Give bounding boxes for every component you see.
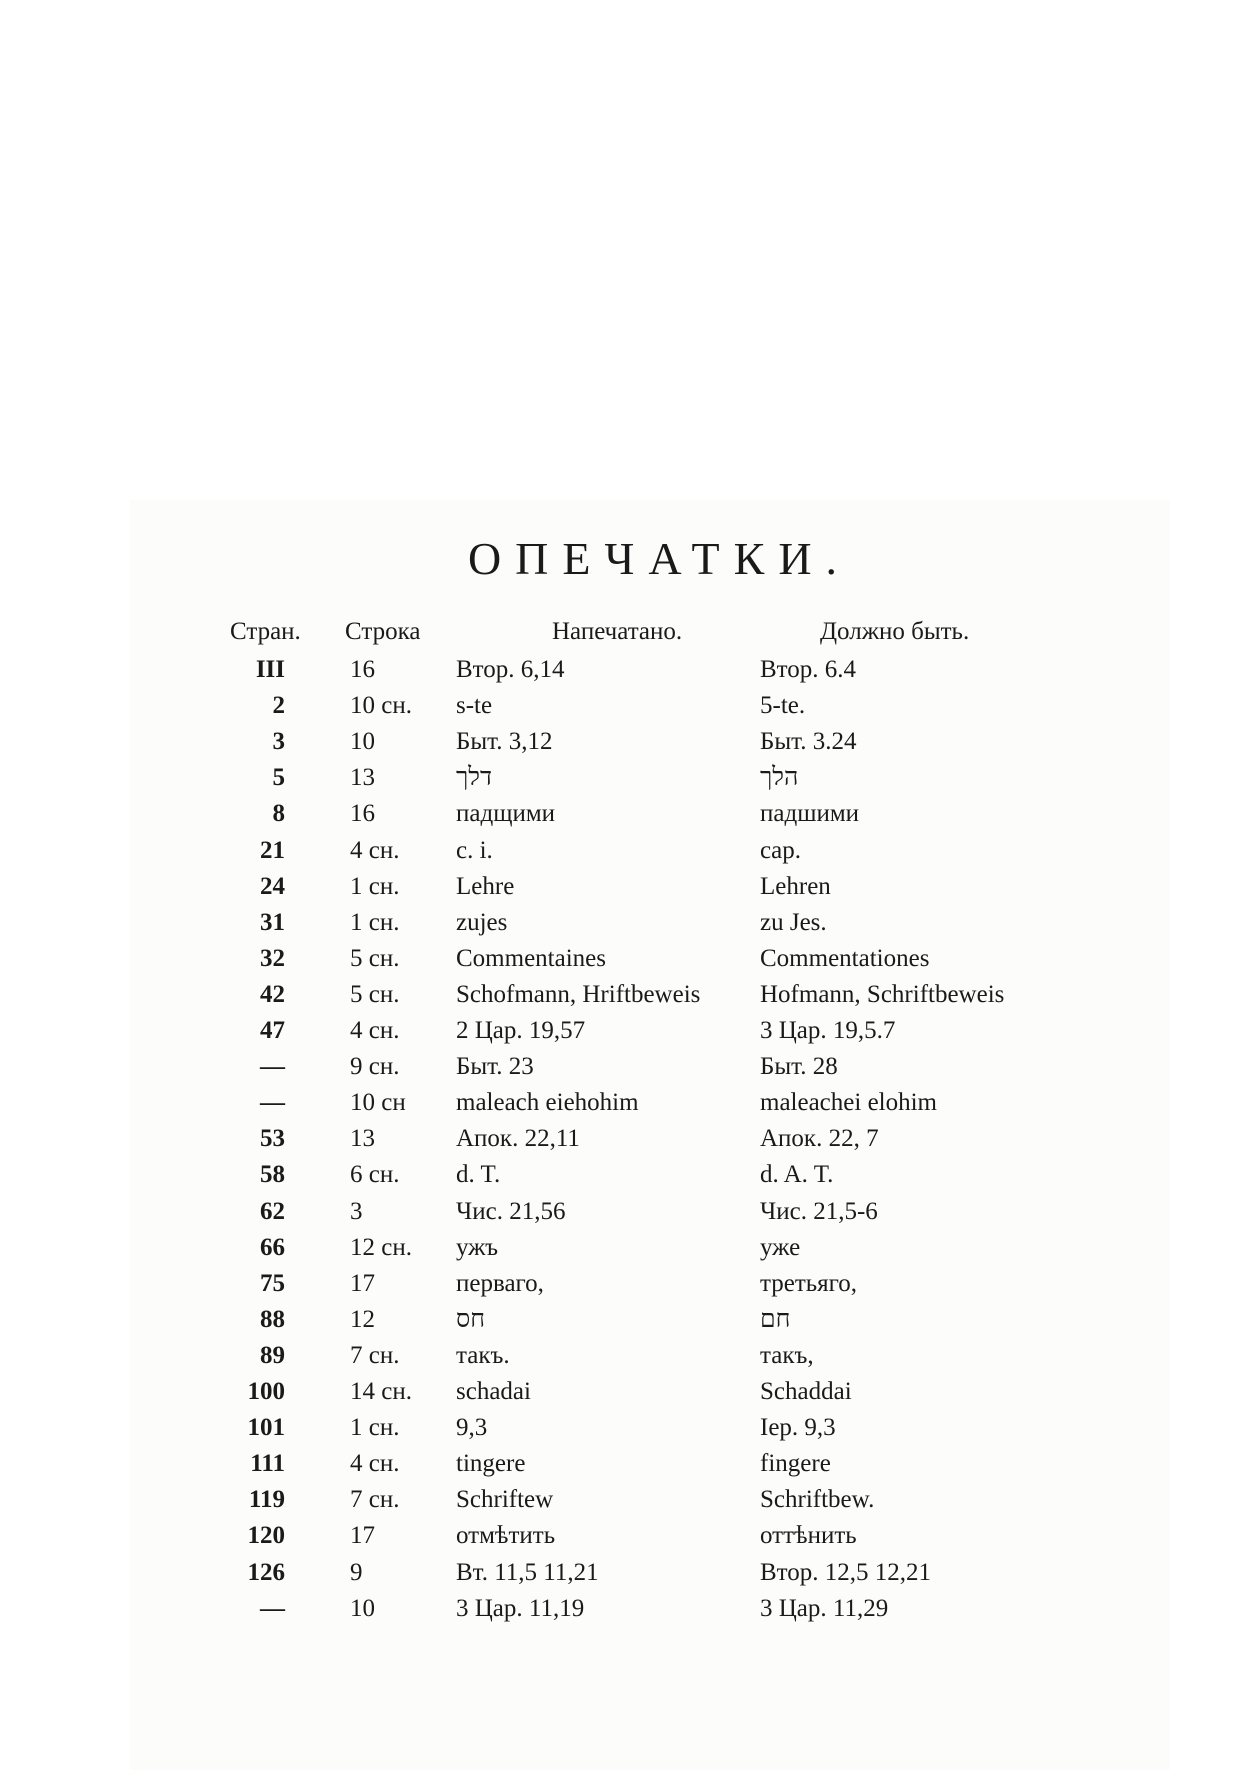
correct-text: Lehren	[760, 872, 831, 900]
page-number: 3	[272, 728, 285, 756]
line-number: 16	[350, 656, 375, 683]
page-number: 42	[260, 980, 285, 1008]
line-number: 17	[350, 1522, 375, 1550]
page-number: 53	[260, 1125, 285, 1153]
line-number: 17	[350, 1269, 375, 1297]
header-page: Стран.	[230, 618, 301, 645]
table-row	[0, 1450, 1259, 1486]
page-number: 62	[260, 1197, 285, 1225]
correct-text: Втор. 12,5 12,21	[760, 1558, 932, 1586]
correct-text: 3 Цар. 11,29	[760, 1594, 889, 1622]
page-number: 31	[260, 908, 285, 936]
table-row	[0, 1161, 1259, 1197]
correct-text: Втор. 6.4	[760, 656, 857, 683]
page-number: 119	[248, 1486, 285, 1514]
page-number: 126	[247, 1558, 285, 1586]
line-number: 1 сн.	[350, 872, 400, 900]
page-number: 88	[260, 1305, 285, 1333]
correct-text: 5-te.	[760, 692, 806, 720]
printed-text: 9,3	[456, 1414, 488, 1442]
correct-text: Commentationes	[760, 944, 930, 972]
line-number: 10	[350, 728, 375, 756]
printed-text: Schriftew	[456, 1486, 554, 1514]
line-number: 16	[350, 800, 375, 828]
table-row	[0, 909, 1259, 945]
line-number: 13	[350, 1125, 375, 1153]
table-row	[0, 1198, 1259, 1234]
page-number: 21	[260, 836, 285, 864]
table-row	[0, 1486, 1259, 1522]
table-row	[0, 981, 1259, 1017]
printed-text: ужъ	[456, 1233, 499, 1261]
page-number: 111	[250, 1450, 285, 1478]
correct-text: fingere	[760, 1450, 831, 1478]
printed-text: Быт. 23	[456, 1053, 534, 1081]
printed-text: Втор. 6,14	[456, 656, 565, 683]
printed-text: 2 Цар. 19,57	[456, 1017, 586, 1044]
line-number: 14 сн.	[350, 1378, 412, 1405]
page-number: 75	[260, 1269, 285, 1297]
header-correct: Должно быть.	[820, 618, 970, 645]
correct-text: падшими	[760, 800, 860, 828]
page-number: 120	[247, 1522, 285, 1550]
table-row	[0, 1053, 1259, 1089]
line-number: 10 сн	[350, 1089, 406, 1117]
page-number: 32	[260, 944, 285, 972]
printed-text: tingere	[456, 1450, 526, 1478]
page-number: 24	[260, 872, 285, 900]
header-printed: Напечатано.	[552, 618, 683, 645]
line-number: 4 сн.	[350, 836, 400, 864]
line-number: 5 сн.	[350, 944, 400, 972]
printed-text: перваго,	[456, 1269, 544, 1297]
line-number: 10	[350, 1594, 375, 1622]
correct-text: maleachei elohim	[760, 1089, 938, 1117]
table-row	[0, 1378, 1259, 1414]
line-number: 3	[350, 1197, 363, 1225]
page-number: 100	[247, 1378, 285, 1405]
page-number: —	[260, 1594, 285, 1622]
printed-text: Commentaines	[456, 944, 606, 972]
page-number: 58	[260, 1161, 285, 1189]
line-number: 7 сн.	[350, 1486, 400, 1514]
table-row	[0, 1342, 1259, 1378]
page-number: 101	[247, 1414, 285, 1442]
correct-text: уже	[760, 1233, 801, 1261]
line-number: 13	[350, 764, 375, 792]
table-row	[0, 837, 1259, 873]
table-row	[0, 1017, 1259, 1053]
printed-text: s-te	[456, 692, 493, 720]
printed-text: Чис. 21,56	[456, 1197, 566, 1225]
printed-text: такъ.	[456, 1341, 510, 1369]
line-number: 4 сн.	[350, 1450, 400, 1478]
correct-text: 3 Цар. 19,5.7	[760, 1017, 896, 1044]
table-row	[0, 1414, 1259, 1450]
printed-text: zujes	[456, 908, 508, 936]
correct-text: d. A. T.	[760, 1161, 834, 1189]
table-row	[0, 873, 1259, 909]
correct-text: חם	[760, 1305, 791, 1333]
correct-text: такъ,	[760, 1341, 814, 1369]
line-number: 12 сн.	[350, 1233, 412, 1261]
table-row	[0, 728, 1259, 764]
line-number: 12	[350, 1305, 375, 1333]
line-number: 4 сн.	[350, 1017, 400, 1044]
printed-text: Быт. 3,12	[456, 728, 553, 756]
header-line: Строка	[345, 618, 421, 645]
table-row	[0, 764, 1259, 800]
printed-text: отмѣтить	[456, 1522, 556, 1550]
printed-text: c. i.	[456, 836, 493, 864]
table-row	[0, 945, 1259, 981]
line-number: 1 сн.	[350, 908, 400, 936]
correct-text: третьяго,	[760, 1269, 858, 1297]
correct-text: הלך	[760, 764, 799, 792]
correct-text: Schriftbew.	[760, 1486, 875, 1514]
table-row	[0, 656, 1259, 692]
page-number: 66	[260, 1233, 285, 1261]
table-row	[0, 1234, 1259, 1270]
correct-text: оттѣнить	[760, 1522, 857, 1550]
printed-text: Lehre	[456, 872, 515, 900]
correct-text: Быт. 28	[760, 1053, 838, 1081]
printed-text: חס	[456, 1305, 486, 1333]
page-number: III	[255, 656, 285, 683]
line-number: 1 сн.	[350, 1414, 400, 1442]
page-number: —	[260, 1053, 285, 1081]
table-row	[0, 1306, 1259, 1342]
table-row	[0, 1089, 1259, 1125]
table-row	[0, 1522, 1259, 1558]
page-number: —	[260, 1089, 285, 1117]
line-number: 10 сн.	[350, 692, 412, 720]
printed-text: Апок. 22,11	[456, 1125, 580, 1153]
printed-text: падщими	[456, 800, 556, 828]
line-number: 9 сн.	[350, 1053, 400, 1081]
printed-text: d. T.	[456, 1161, 501, 1189]
page-number: 89	[260, 1341, 285, 1369]
correct-text: zu Jes.	[760, 908, 827, 936]
correct-text: Чис. 21,5-6	[760, 1197, 878, 1225]
table-row	[0, 1595, 1259, 1631]
page-number: 47	[260, 1017, 285, 1044]
table-row	[0, 1559, 1259, 1595]
printed-text: Schofmann, Hriftbeweis	[456, 980, 701, 1008]
page-number: 8	[272, 800, 285, 828]
table-row	[0, 800, 1259, 836]
line-number: 9	[350, 1558, 363, 1586]
line-number: 6 сн.	[350, 1161, 400, 1189]
correct-text: cap.	[760, 836, 801, 864]
printed-text: 3 Цар. 11,19	[456, 1594, 585, 1622]
table-row	[0, 1270, 1259, 1306]
printed-text: schadai	[456, 1378, 531, 1405]
page-number: 2	[272, 692, 285, 720]
correct-text: Iep. 9,3	[760, 1414, 836, 1442]
printed-text: דלך	[456, 764, 492, 792]
correct-text: Hofmann, Schriftbeweis	[760, 980, 1005, 1008]
page-title: ОПЕЧАТКИ.	[467, 533, 852, 584]
line-number: 5 сн.	[350, 980, 400, 1008]
correct-text: Апок. 22, 7	[760, 1125, 879, 1153]
printed-text: Вт. 11,5 11,21	[456, 1558, 599, 1586]
table-row	[0, 1125, 1259, 1161]
printed-text: maleach eiehohim	[456, 1089, 639, 1117]
correct-text: Schaddai	[760, 1378, 852, 1405]
correct-text: Быт. 3.24	[760, 728, 857, 756]
line-number: 7 сн.	[350, 1341, 400, 1369]
page-number: 5	[272, 764, 285, 792]
table-row	[0, 692, 1259, 728]
